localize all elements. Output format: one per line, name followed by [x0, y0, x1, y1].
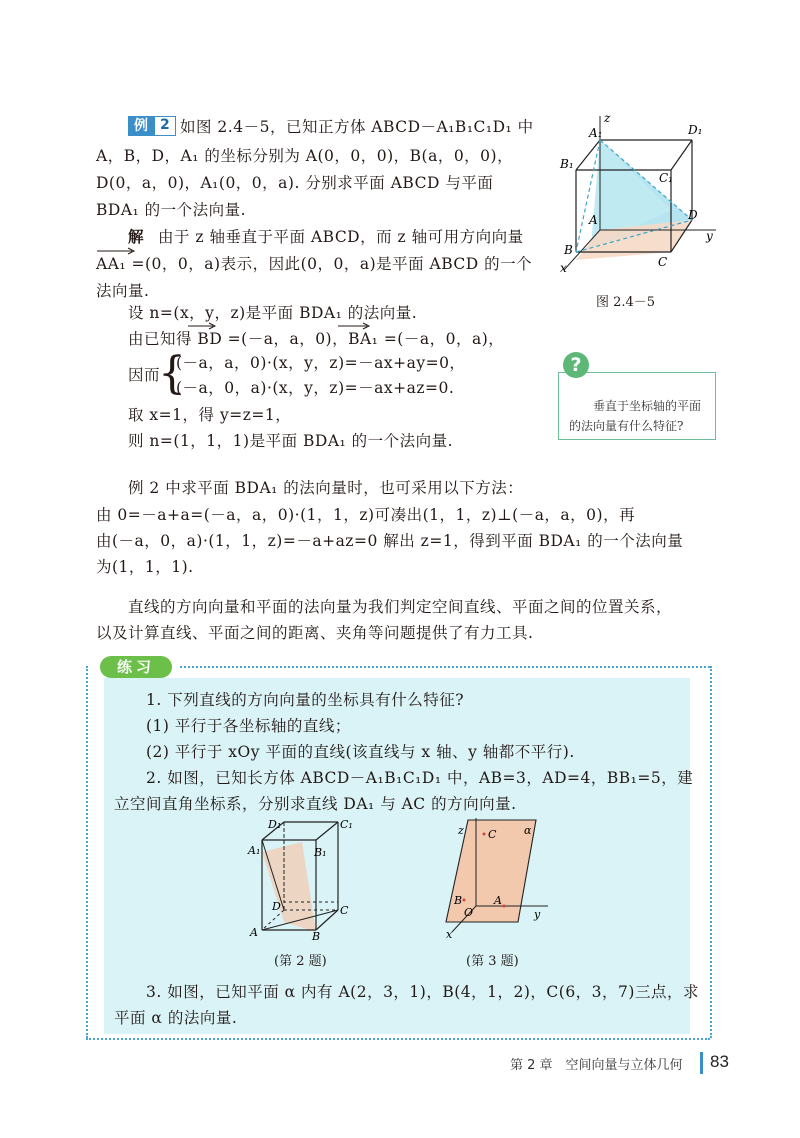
- fig3-caption: (第 3 题): [466, 954, 519, 969]
- practice-border-right: [710, 666, 712, 1038]
- plane-figure: [438, 814, 568, 942]
- vector-arrow-icon: [337, 322, 371, 330]
- box-label-B: B: [312, 930, 321, 942]
- plane-label-y: y: [534, 908, 541, 921]
- solution-line-6-prefix: 因而: [128, 366, 161, 384]
- body-para-2: 由 0=－a+a=(－a，a，0)·(1，1，z)可凑出(1，1，z)⊥(－a，a，0)，再: [96, 506, 636, 524]
- label-y: y: [706, 229, 713, 243]
- plane-label-x: x: [446, 928, 453, 941]
- practice-q3-line-1: 3. 如图，已知平面 α 内有 A(2，3，1)，B(4，1，2)，C(6，3，7)三点，求: [146, 983, 699, 1001]
- think-line-2: 的法向量有什么特征?: [569, 419, 684, 433]
- box-label-D1: D₁: [268, 818, 282, 831]
- plane-label-z: z: [458, 824, 464, 837]
- label-z: z: [604, 112, 611, 125]
- label-D: D: [688, 208, 698, 222]
- solution-line-2: AA₁ =(0，0，a)表示，因此(0，0，a)是平面 ABCD 的一个: [96, 255, 533, 273]
- practice-q1: 1. 下列直线的方向向量的坐标具有什么特征?: [146, 691, 465, 709]
- practice-border-left: [86, 666, 88, 1038]
- think-box: [558, 372, 716, 440]
- practice-q3-line-2: 平面 α 的法向量.: [114, 1009, 238, 1027]
- equation-2: (－a，0，a)·(x，y，z)=－ax+az=0.: [176, 379, 455, 397]
- box-label-B1: B₁: [314, 846, 327, 859]
- label-B: B: [564, 243, 573, 257]
- box-label-C: C: [340, 904, 349, 917]
- plane-label-O: O: [464, 906, 474, 919]
- example-line-4: BDA₁ 的一个法向量.: [96, 201, 247, 219]
- solution-line-3: 法向量.: [96, 282, 150, 300]
- label-A1: A₁: [589, 126, 603, 140]
- solution-line-5: 由已知得 BD =(－a，a，0)，BA₁ =(－a，0，a)，: [128, 330, 505, 348]
- example-line-1: 如图 2.4－5，已知正方体 ABCD－A₁B₁C₁D₁ 中: [180, 118, 534, 136]
- label-C1: C₁: [659, 171, 673, 185]
- question-icon: ?: [563, 352, 589, 378]
- example-line-3: D(0，a，0)，A₁(0，0，a). 分别求平面 ABCD 与平面: [96, 174, 494, 192]
- vector-arrow-icon: [187, 322, 217, 330]
- footer-chapter: 第 2 章 空间向量与立体几何: [510, 1058, 683, 1073]
- box-label-C1: C₁: [340, 818, 353, 831]
- plane-label-alpha: α: [524, 824, 532, 837]
- practice-q2-line-2: 立空间直角坐标系，分别求直线 DA₁ 与 AC 的方向向量.: [114, 795, 517, 813]
- footer-divider: [700, 1052, 703, 1074]
- page-number: 83: [710, 1052, 729, 1071]
- body-para-3: 由(－a，0，a)·(1，1，z)=－a+az=0 解出 z=1，得到平面 BDA₁ 的一个法向量: [96, 532, 684, 550]
- think-line-1: 垂直于坐标轴的平面: [593, 399, 702, 413]
- plane-label-B: B: [454, 894, 463, 907]
- plane-label-A: A: [494, 894, 502, 907]
- figure-caption: 图 2.4－5: [596, 295, 656, 310]
- practice-tag: 练习: [100, 656, 172, 678]
- equation-1: (－a，a，0)·(x，y，z)=－ax+ay=0，: [176, 354, 466, 372]
- example-line-2: A，B，D，A₁ 的坐标分别为 A(0，0，0)，B(a，0，0)，: [96, 147, 514, 165]
- box-figure: [246, 812, 366, 942]
- solution-line-1: 由于 z 轴垂直于平面 ABCD，而 z 轴可用方向向量: [158, 228, 524, 246]
- box-label-A1: A₁: [248, 844, 261, 857]
- plane-label-C: C: [488, 828, 497, 841]
- example-tag-label: 例: [128, 116, 154, 136]
- practice-q1-a: (1) 平行于各坐标轴的直线；: [146, 717, 351, 735]
- example-tag: [128, 116, 176, 136]
- practice-border-top: [180, 666, 710, 668]
- label-D1: D₁: [688, 123, 703, 137]
- solution-head: 解: [128, 227, 145, 246]
- body-para-5: 直线的方向向量和平面的法向量为我们判定空间直线、平面之间的位置关系，: [128, 598, 673, 616]
- body-para-4: 为(1，1，1).: [96, 558, 194, 576]
- fig2-caption: (第 2 题): [274, 954, 327, 969]
- cube-figure: [556, 112, 726, 282]
- practice-q1-b: (2) 平行于 xOy 平面的直线(该直线与 x 轴、y 轴都不平行).: [146, 743, 575, 761]
- example-tag-number: 2: [154, 116, 176, 136]
- label-x: x: [560, 261, 567, 275]
- solution-line-7: 取 x=1，得 y=z=1，: [128, 406, 292, 424]
- box-label-A: A: [250, 926, 258, 939]
- practice-border-bottom: [86, 1038, 710, 1040]
- vector-arrow-icon: [96, 247, 136, 255]
- practice-q2-line-1: 2. 如图，已知长方体 ABCD－A₁B₁C₁D₁ 中，AB=3，AD=4，BB₁=5，建: [146, 769, 694, 787]
- body-para-6: 以及计算直线、平面之间的距离、夹角等问题提供了有力工具.: [96, 624, 534, 642]
- solution-line-4: 设 n=(x，y，z)是平面 BDA₁ 的法向量.: [128, 304, 418, 322]
- body-para-1: 例 2 中求平面 BDA₁ 的法向量时，也可采用以下方法：: [128, 479, 524, 497]
- brace-icon: {: [158, 348, 186, 399]
- solution-line-8: 则 n=(1，1，1)是平面 BDA₁ 的一个法向量.: [128, 432, 454, 450]
- label-B1: B₁: [560, 157, 574, 171]
- label-A: A: [589, 213, 598, 227]
- label-C: C: [658, 255, 668, 269]
- box-label-D: D: [272, 900, 281, 913]
